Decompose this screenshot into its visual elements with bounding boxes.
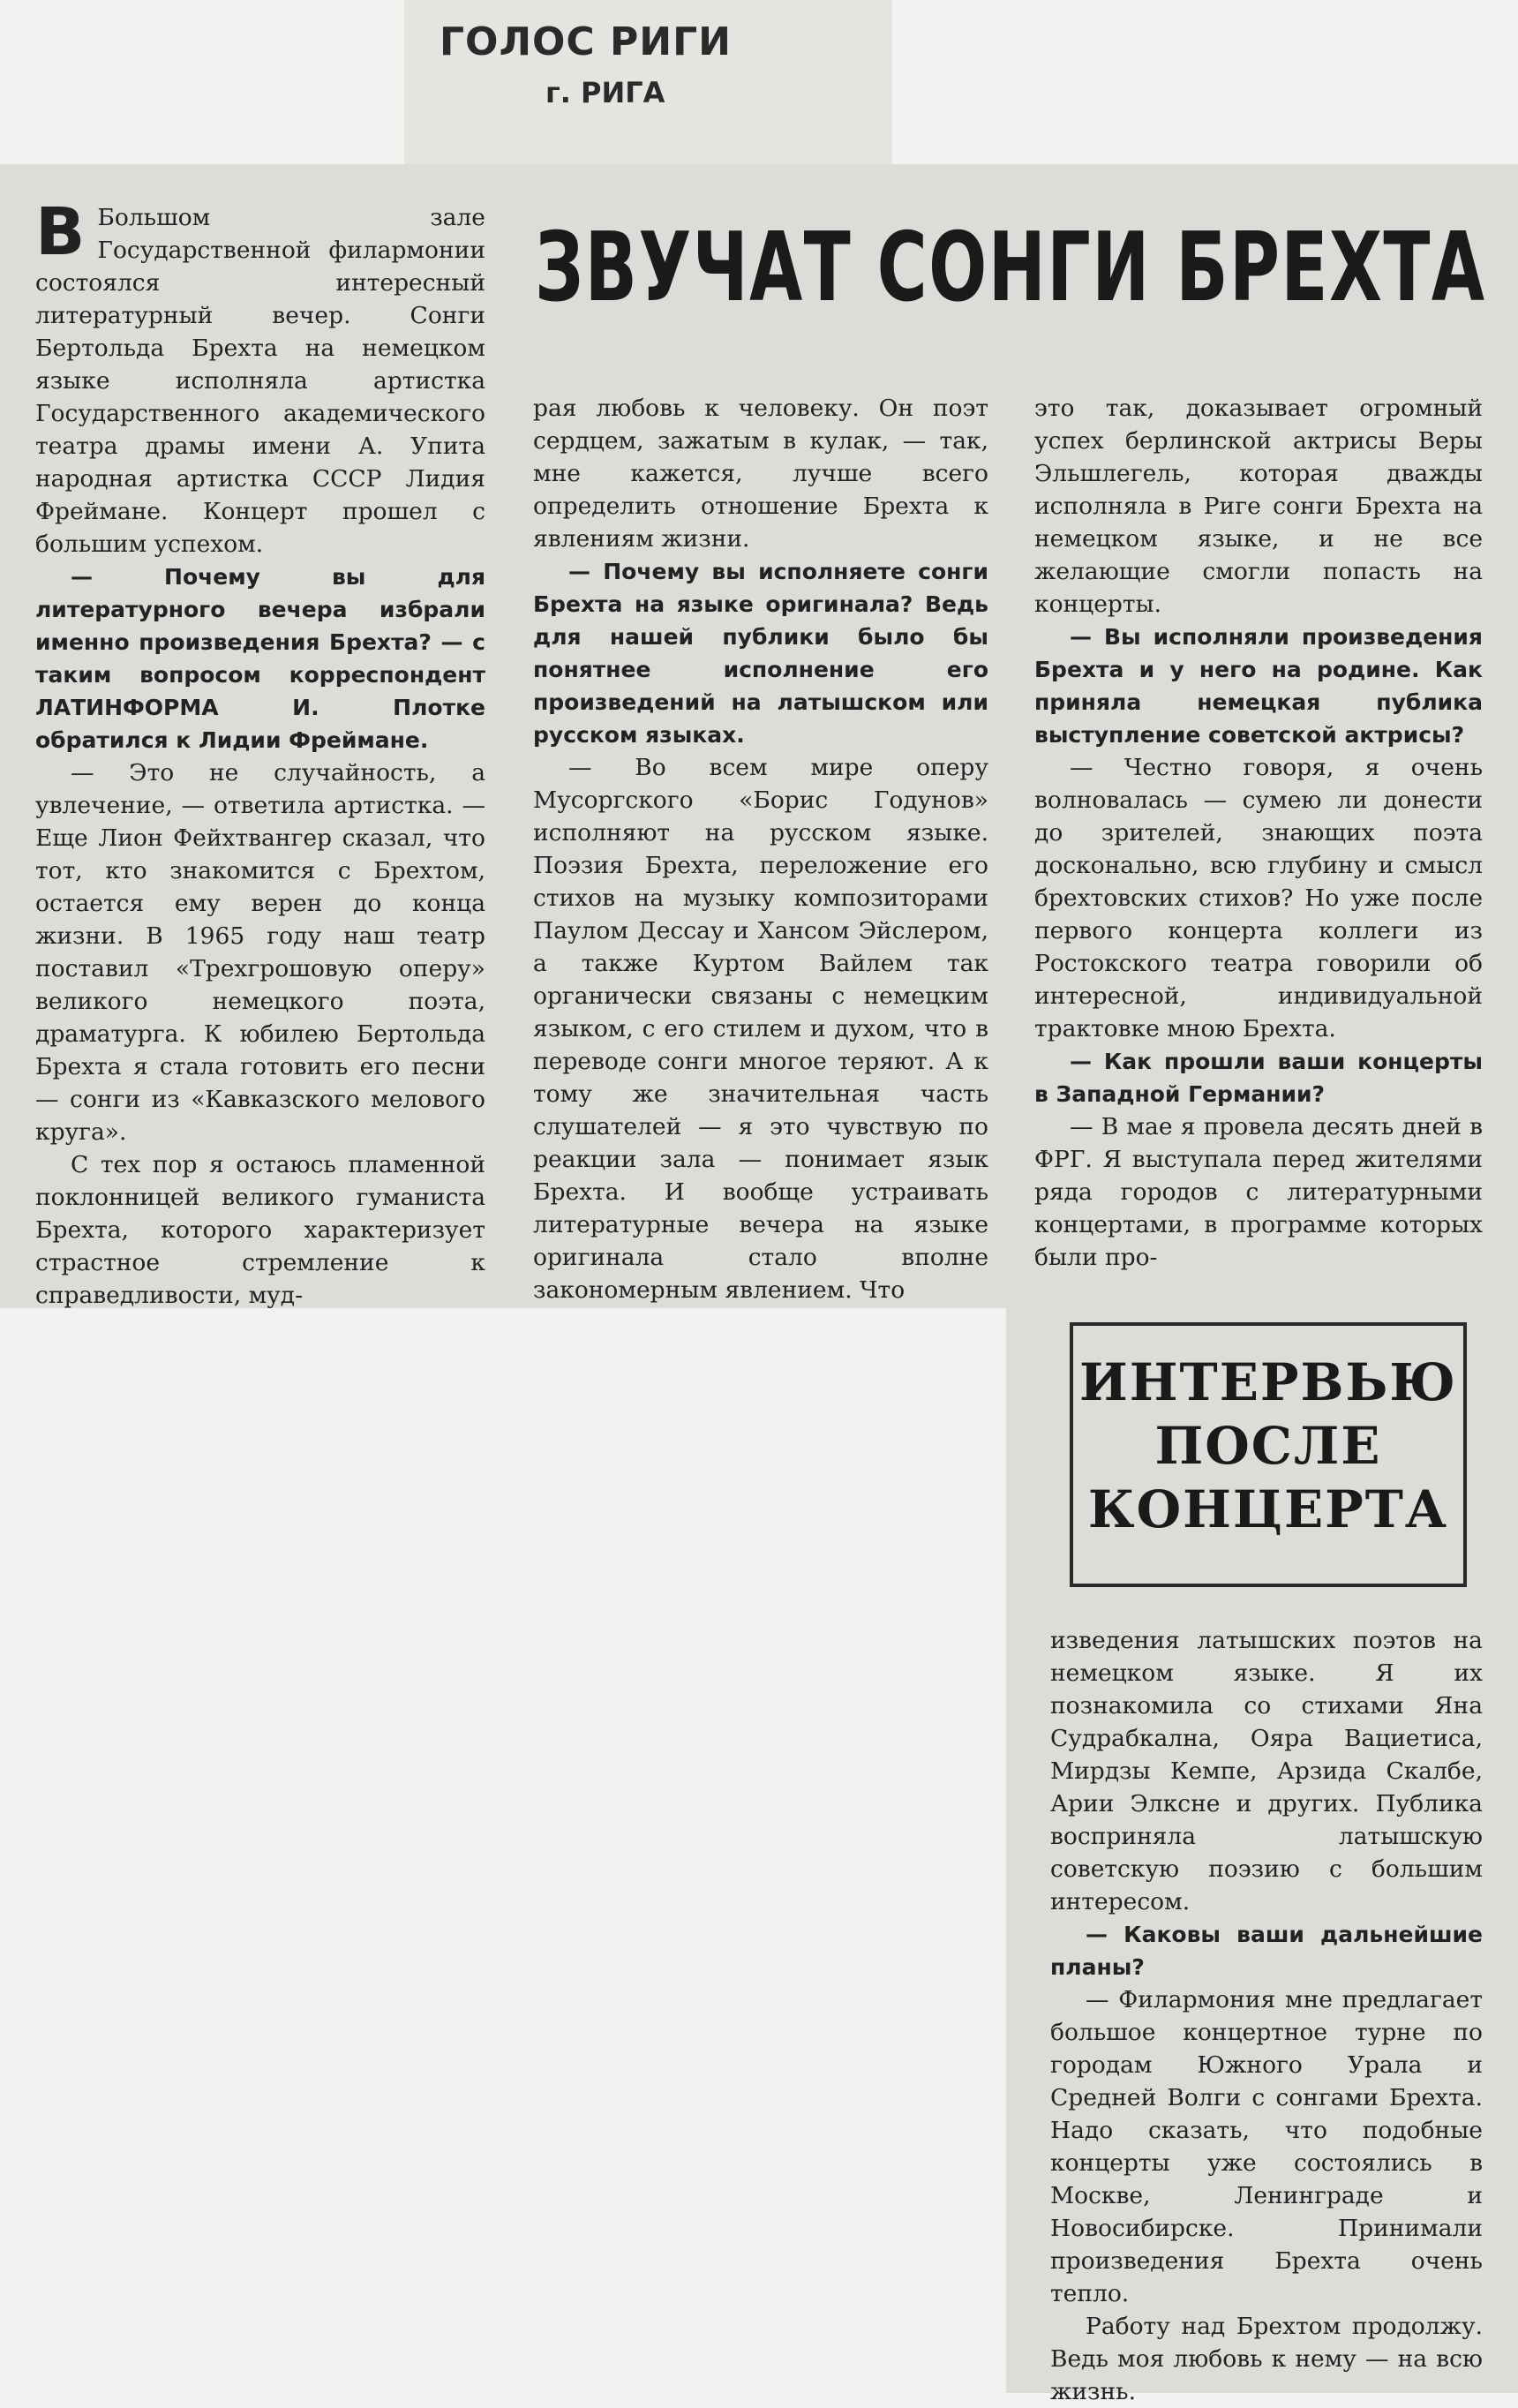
interview-subheadline bbox=[1070, 1322, 1467, 1587]
paragraph: С тех пор я остаюсь пламенной поклонницей великого гуманиста Брехта, которого характеризует страстное стремление к справедливости, муд- bbox=[35, 1151, 485, 1309]
paragraph: — Вы исполняли произведения Брехта и у него на родине. Как приняла немецкая публика выступление советской актрисы? bbox=[1034, 624, 1483, 748]
paragraph: — Каковы ваши дальнейшие планы? bbox=[1050, 1922, 1483, 1980]
paragraph: — Это не случайность, а увлечение, — ответила артистка. — Еще Лион Фейхтвангер сказал, что тот, кто знакомится с Брехтом, остается ему верен до конца жизни. В 1965 году наш театр поставил «Трехгрошовую оперу» великого немецкого поэта, драматурга. К юбилею Бертольда Брехта я стала готовить его песни — сонги из «Кавказского мелового круга». bbox=[35, 759, 485, 1146]
paragraph: Большом зале Государственной филармонии состоялся интересный литературный вечер. Сонги Бертольда Брехта на немецком языке исполняла артистка Государственного академического театра драмы имени А. Упита народная артистка СССР Лидия Фреймане. Концерт прошел с большим успехом. bbox=[35, 204, 485, 558]
paragraph: — Как прошли ваши концерты в Западной Германии? bbox=[1034, 1049, 1483, 1107]
drop-cap: В bbox=[35, 194, 86, 270]
paragraph: это так, доказывает огромный успех берлинской актрисы Веры Эльшлегель, которая дважды исполняла в Риге сонги Брехта на немецком языке, и не все желающие смогли попасть на концерты. bbox=[1034, 395, 1483, 618]
article-headline: ЗВУЧАТ СОНГИ БРЕХТА bbox=[535, 213, 1486, 323]
column-3 bbox=[1034, 392, 1483, 1274]
paragraph: — В мае я провела десять дней в ФРГ. Я выступала перед жителями ряда городов с литературными концертами, в программе которых были про- bbox=[1034, 1113, 1483, 1271]
subheadline-text: ИНТЕРВЬЮ ПОСЛЕ КОНЦЕРТА bbox=[1078, 1352, 1458, 1539]
paragraph: изведения латышских поэтов на немецком языке. Я их познакомила со стихами Яна Судрабкална, Ояра Вациетиса, Мирдзы Кемпе, Арзида Скалбе, Арии Элксне и других. Публика восприняла латышскую советскую поэзию с большим интересом. bbox=[1050, 1627, 1483, 1915]
newspaper-stamp bbox=[404, 0, 892, 164]
newspaper-city: г. РИГА bbox=[545, 76, 665, 109]
paragraph: рая любовь к человеку. Он поэт сердцем, зажатым в кулак, — так, мне кажется, лучше всего определить отношение Брехта к явлениям жизни. bbox=[533, 395, 988, 553]
column-1 bbox=[35, 194, 485, 1312]
column-2 bbox=[533, 392, 988, 1306]
paragraph: — Филармония мне предлагает большое концертное турне по городам Южного Урала и Средней Волги с сонгами Брехта. Надо сказать, что подобные концерты уже состоялись в Москве, Ленинграде и Новосибирске. Принимали произведения Брехта очень тепло. bbox=[1050, 1986, 1483, 2307]
paragraph: — Почему вы для литературного вечера избрали именно произведения Брехта? — с таким вопросом корреспондент ЛАТИНФОРМА И. Плотке обратился к Лидии Фреймане. bbox=[35, 564, 485, 753]
paragraph: — Во всем мире оперу Мусоргского «Борис Годунов» исполняют на русском языке. Поэзия Брехта, переложение его стихов на музыку композиторами Паулом Дессау и Хансом Эйслером, а также Куртом Вайлем так органически связаны с немецким языком, с его стилем и духом, что в переводе сонги многое теряют. А к тому же значительная часть слушателей — я это чувствую по реакции зала — понимает язык Брехта. И вообще устраивать литературные вечера на языке оригинала стало вполне закономерным явлением. Что bbox=[533, 754, 988, 1304]
paragraph: — Честно говоря, я очень волновалась — сумею ли донести до зрителей, знающих поэта досконально, всю глубину и смысл брехтовских стихов? Но уже после первого концерта коллеги из Ростокского театра говорили об интересной, индивидуальной трактовке мною Брехта. bbox=[1034, 754, 1483, 1042]
paragraph: Работу над Брехтом продолжу. Ведь моя любовь к нему — на всю жизнь. bbox=[1050, 2313, 1483, 2405]
paragraph: — Почему вы исполняете сонги Брехта на языке оригинала? Ведь для нашей публики было бы понятнее исполнение его произведений на латышском или русском языках. bbox=[533, 559, 988, 748]
column-4 bbox=[1050, 1624, 1483, 2408]
newspaper-name: ГОЛОС РИГИ bbox=[440, 19, 732, 64]
